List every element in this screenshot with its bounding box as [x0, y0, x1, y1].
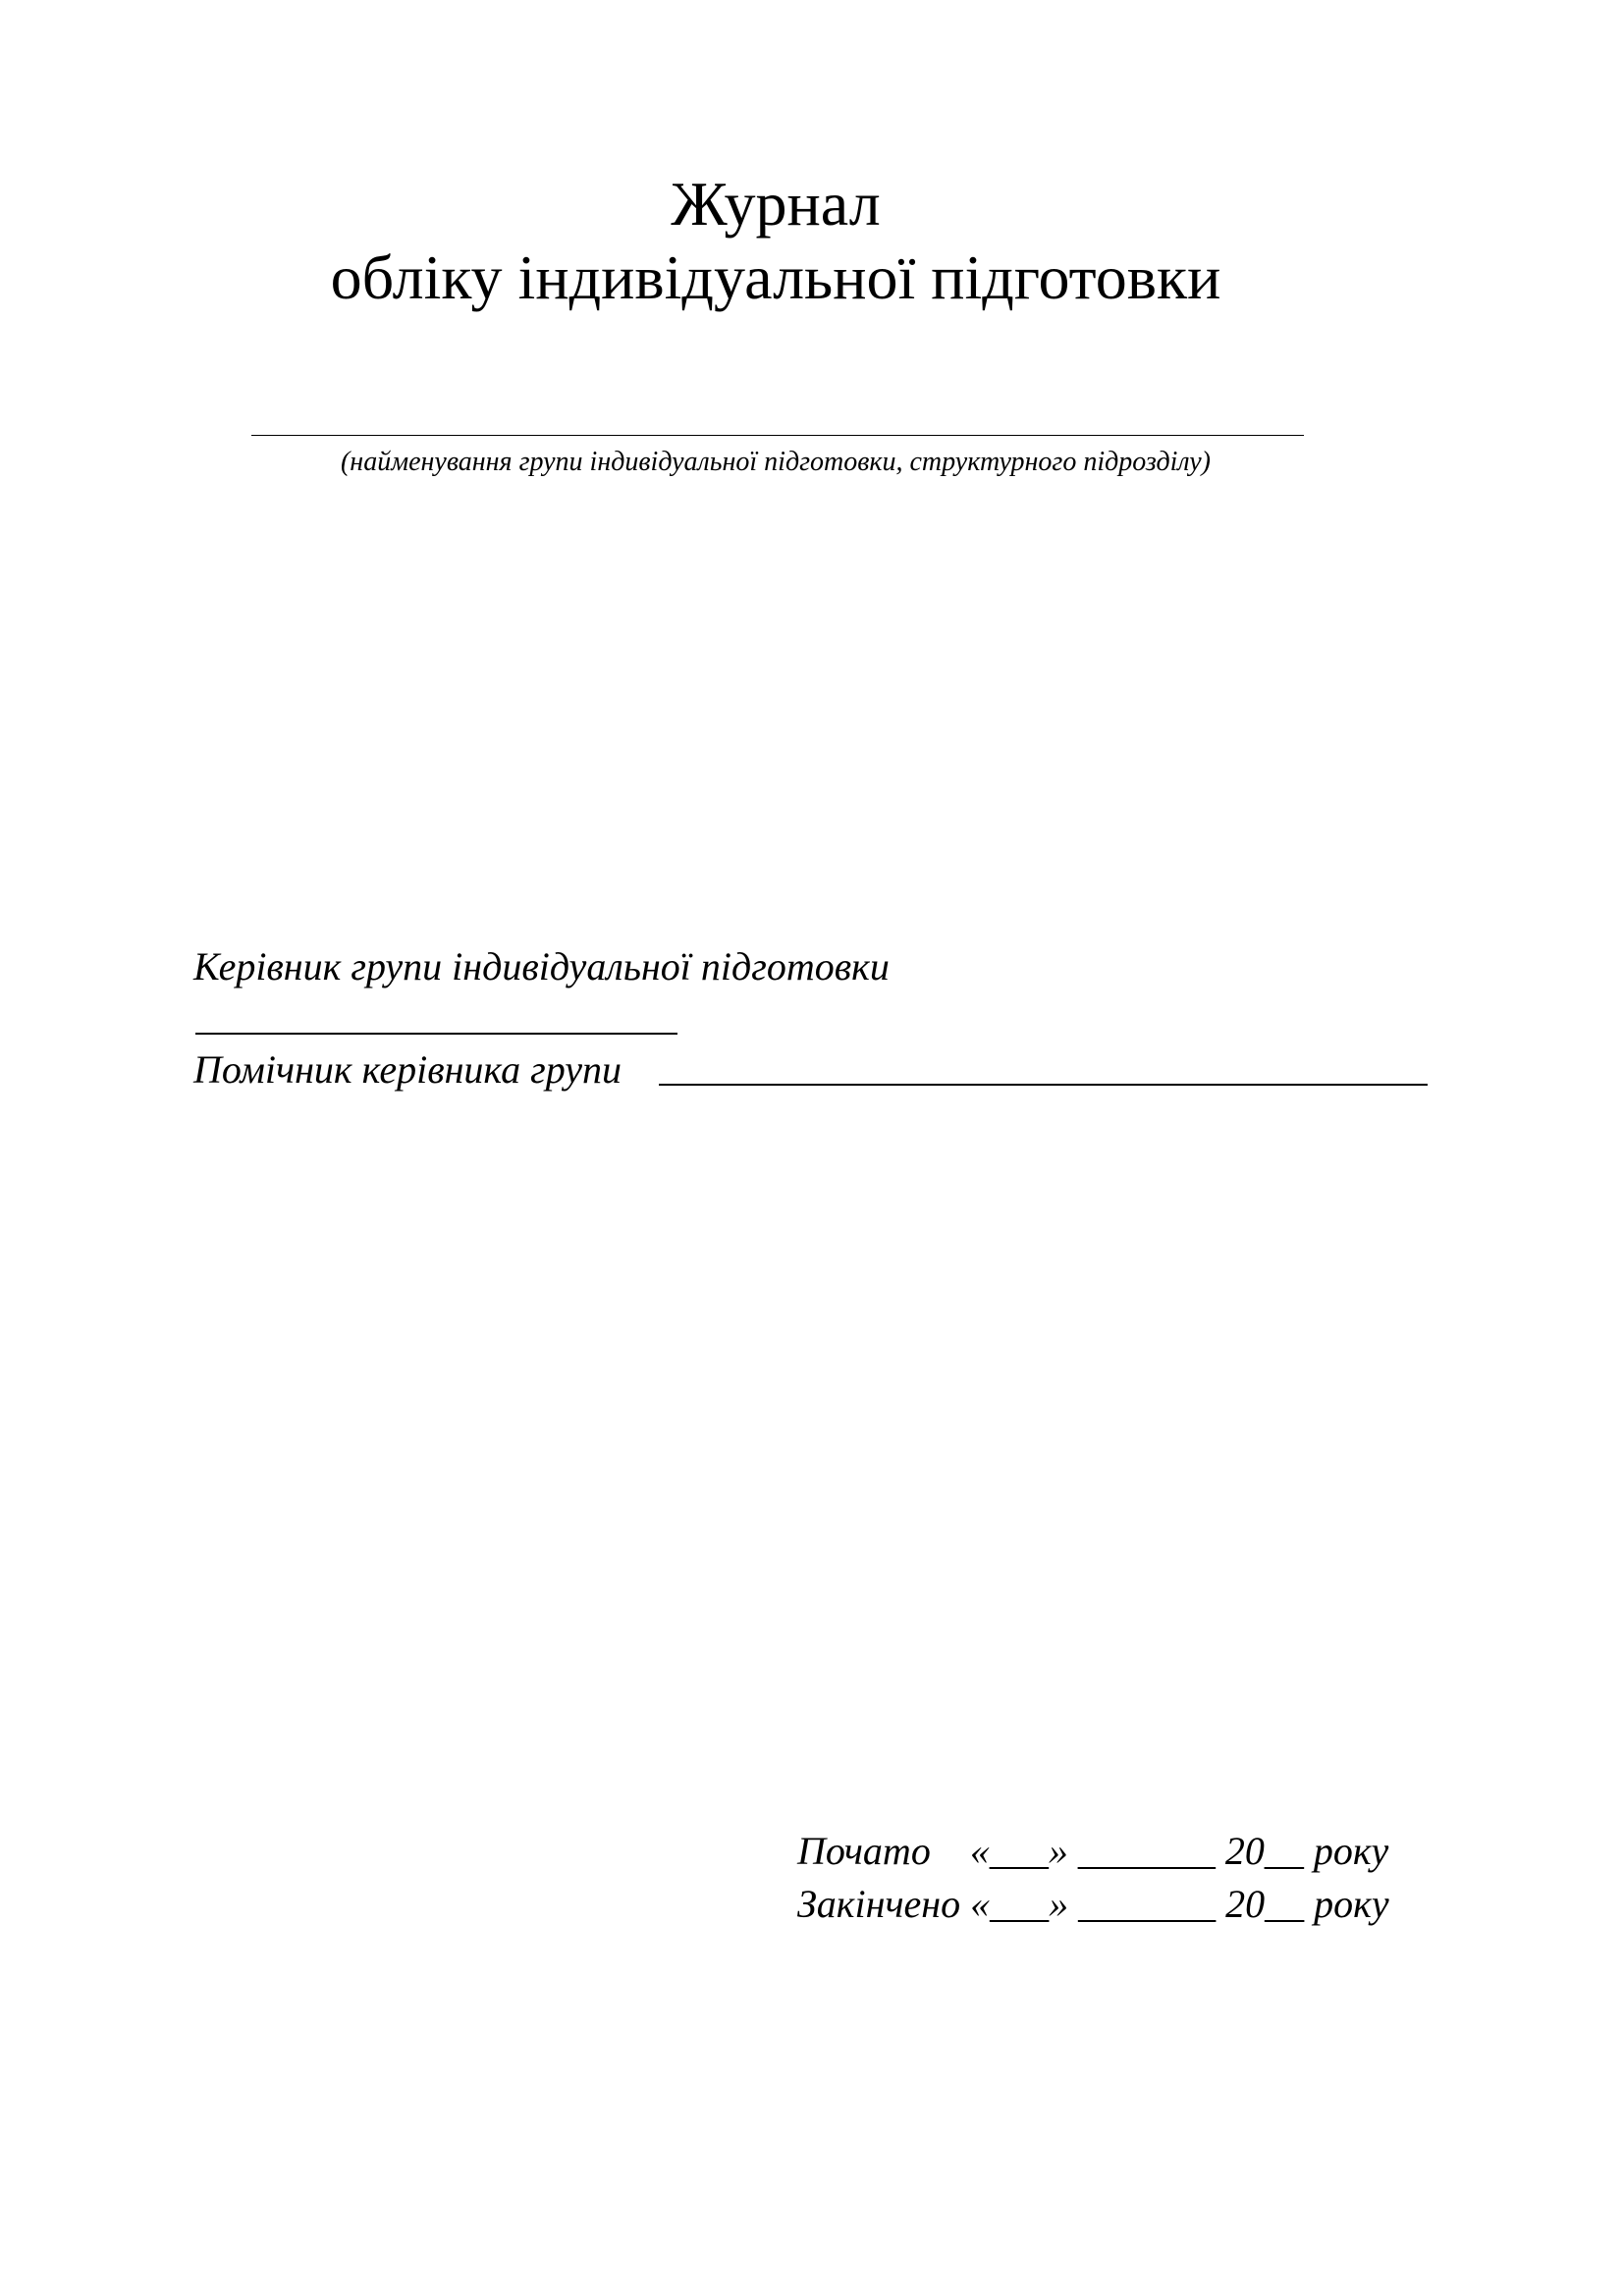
start-date-line: Почато «___» _______ 20__ року [797, 1829, 1389, 1873]
group-leader-label: Керівник групи індивідуальної підготовки [193, 944, 890, 988]
document-subtitle: обліку індивідуальної підготовки [330, 242, 1221, 312]
end-date-line: Закінчено «___» _______ 20__ року [797, 1882, 1389, 1926]
assistant-leader-blank-line[interactable] [659, 1084, 1428, 1086]
group-name-caption: (найменування групи індивідуальної підготовки, структурного підрозділу) [340, 447, 1212, 477]
group-name-blank-line[interactable] [251, 435, 1304, 436]
document-title: Журнал [671, 169, 881, 239]
assistant-leader-label: Помічник керівника групи [193, 1047, 622, 1092]
group-leader-blank-line[interactable] [195, 1033, 677, 1035]
